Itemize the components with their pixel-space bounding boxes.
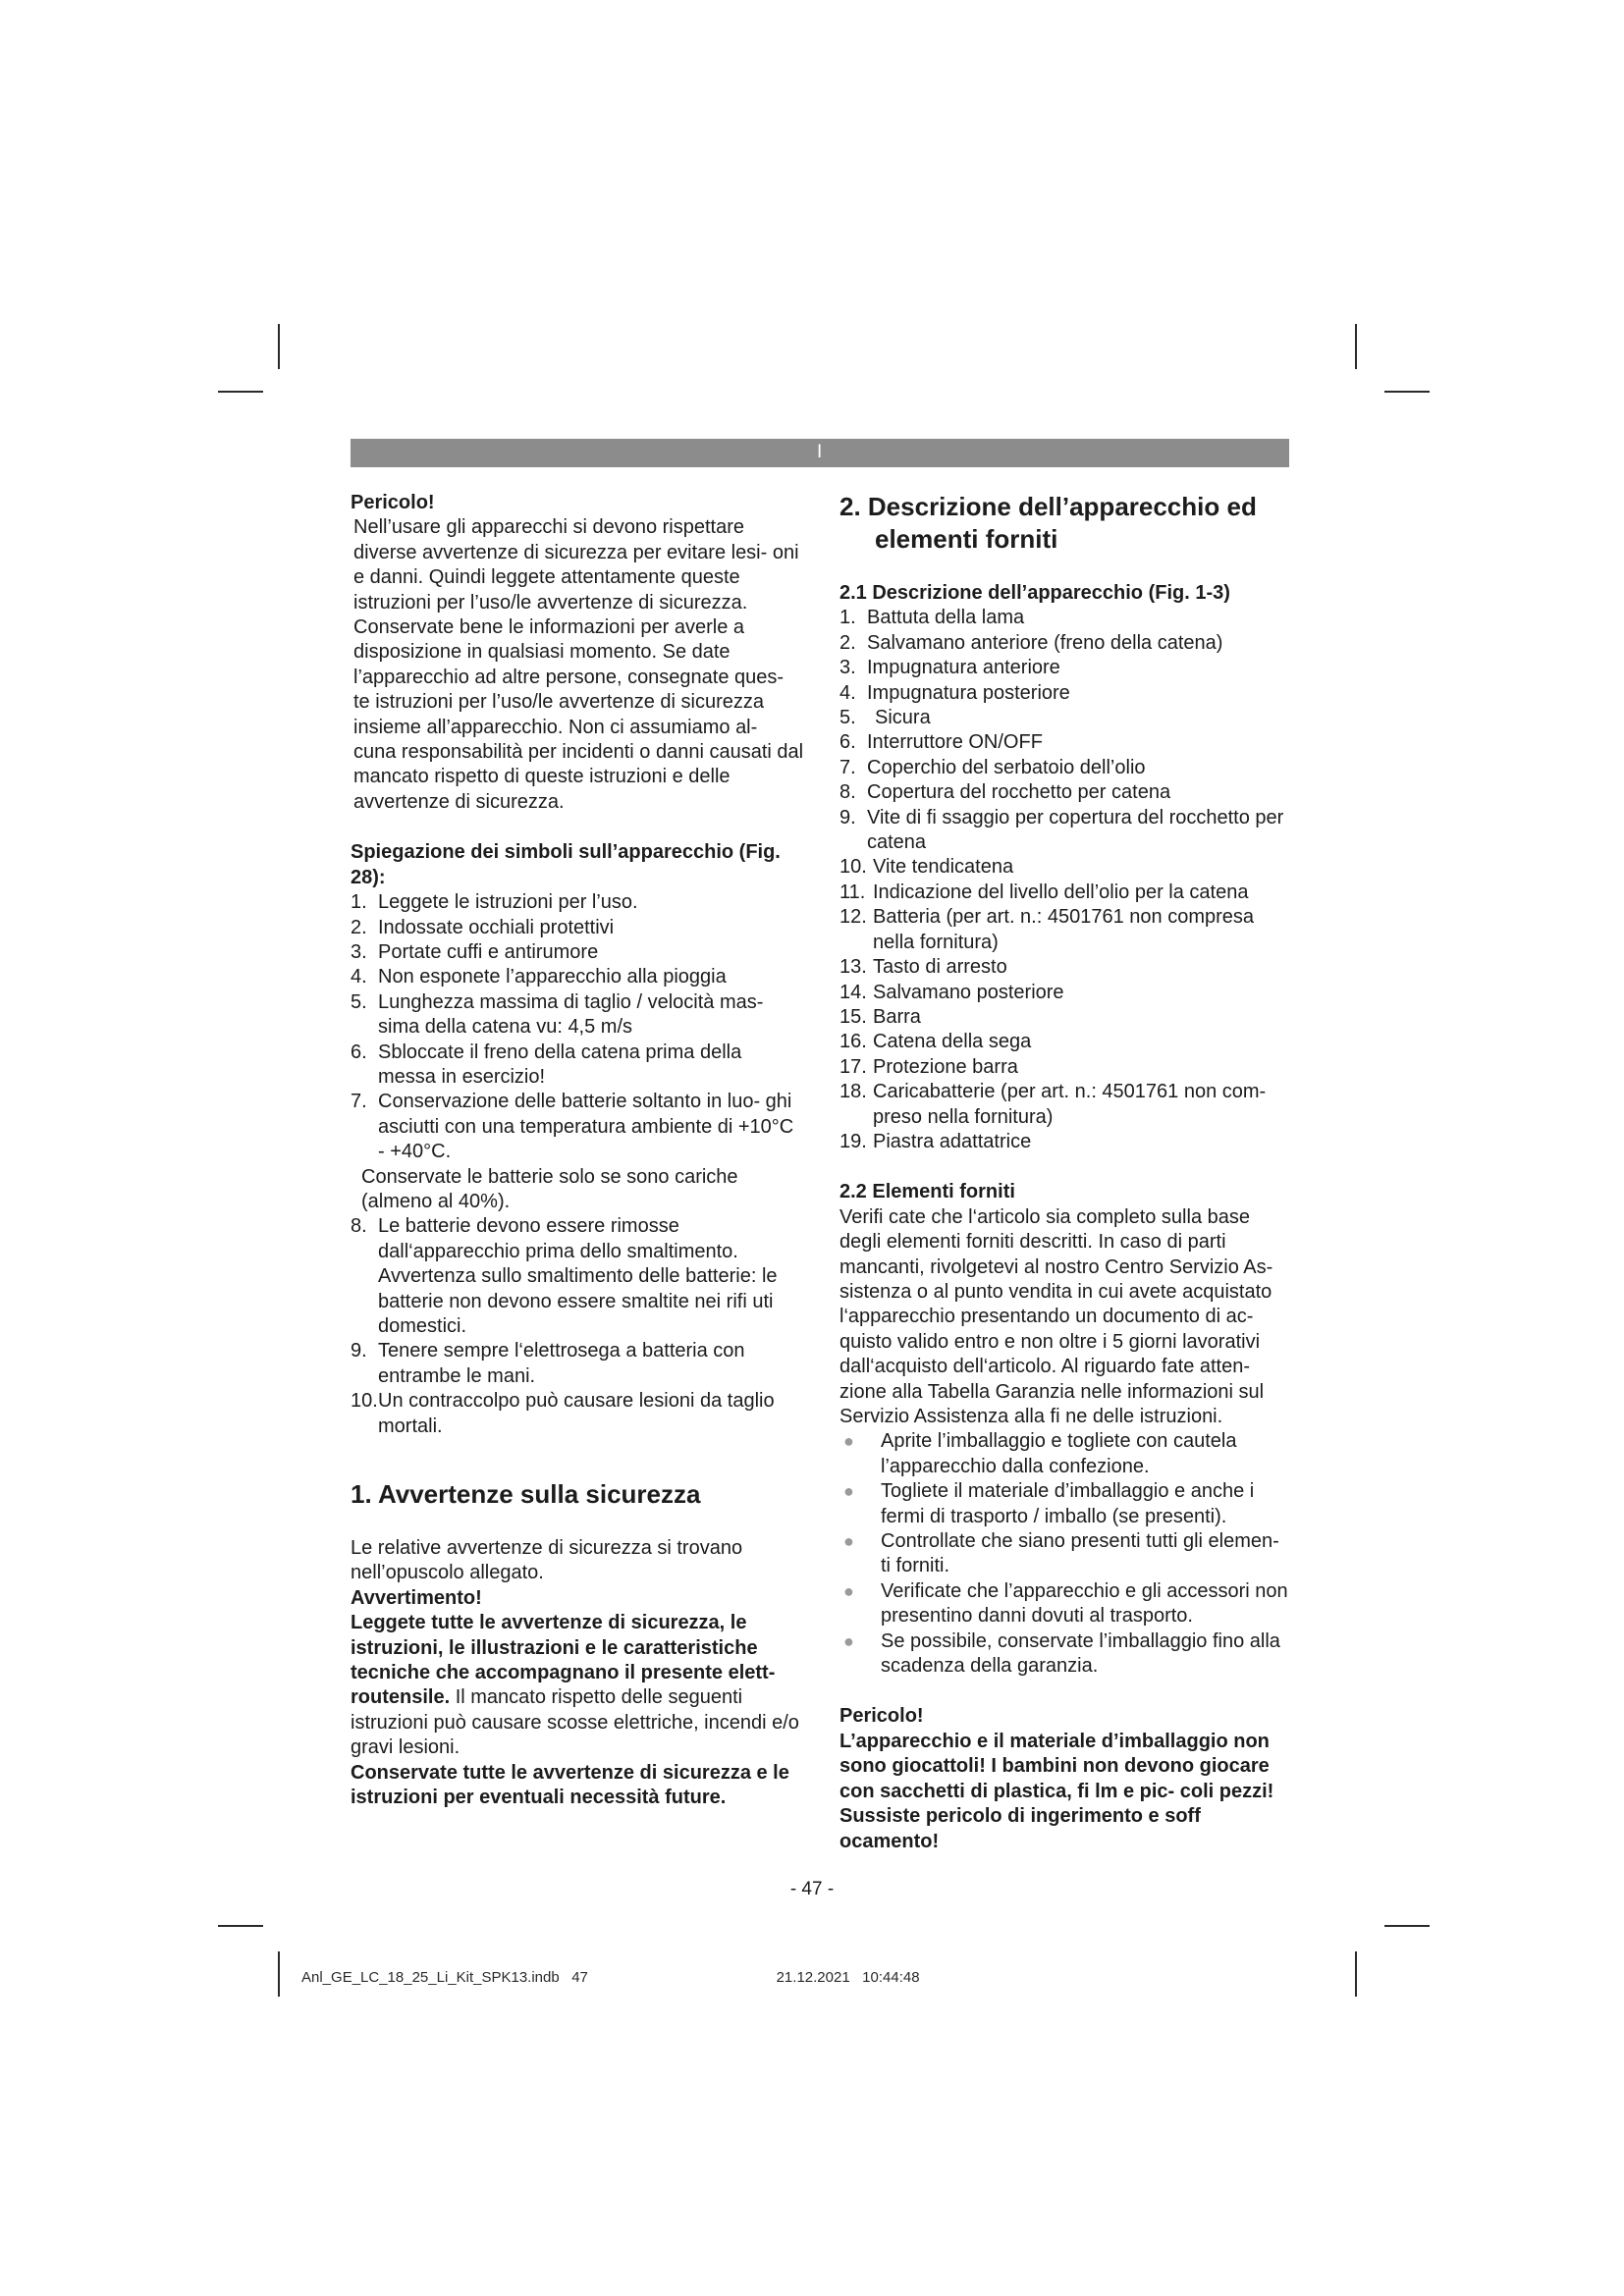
list-item: ● Se possibile, conservate l’imballaggio fino alla scadenza della garanzia. — [843, 1629, 1280, 1678]
list-item: 2. Indossate occhiali protettivi — [351, 916, 615, 938]
list-item: 15. Barra — [839, 1005, 921, 1028]
list-item: ● Verificate che l’apparecchio e gli accessori non presentino danni dovuti al trasporto. — [843, 1579, 1288, 1628]
keep-instructions-note: Conservate tutte le avvertenze di sicurezza e le istruzioni per eventuali necessità future. — [351, 1761, 789, 1809]
list-item: 14. Salvamano posteriore — [839, 981, 1064, 1003]
language-header-bar — [351, 439, 1289, 467]
list-item: 3. Portate cuffi e antirumore — [351, 940, 599, 963]
list-item: 19. Piastra adattatrice — [839, 1130, 1032, 1152]
left-column — [351, 491, 804, 1811]
warning-paragraph — [351, 1611, 804, 1760]
list-item: 4. Impugnatura posteriore — [839, 681, 1070, 704]
list-item: 1. Battuta della lama — [839, 607, 1025, 629]
parts-list — [839, 606, 1291, 855]
symbols-title: Spiegazione dei simboli sull’apparecchio (Fig. 28): — [351, 841, 781, 888]
list-item: 6. Interruttore ON/OFF — [839, 731, 1043, 754]
section-1-intro: Le relative avvertenze di sicurezza si trovano nell’opuscolo allegato. — [351, 1537, 743, 1584]
list-item: ● Aprite l’imballaggio e togliete con cautela l’apparecchio dalla confezione. — [843, 1430, 1237, 1477]
list-item: 4. Non esponete l’apparecchio alla pioggia — [351, 966, 727, 988]
list-item: 13. Tasto di arresto — [839, 956, 1007, 979]
list-item: ● Togliete il materiale d’imballaggio e anche i fermi di trasporto / imballo (se presenti). — [843, 1480, 1255, 1527]
list-item: 10. Vite tendicatena — [839, 856, 1014, 879]
crop-mark — [218, 391, 263, 393]
list-item: 8. Copertura del rocchetto per catena — [839, 781, 1171, 804]
list-item: 7. Coperchio del serbatoio dell’olio — [839, 756, 1146, 778]
danger-title: Pericolo! — [351, 492, 435, 513]
list-item: 6. Sbloccate il freno della catena prima della messa in esercizio! — [351, 1041, 742, 1088]
list-item: 5. Sicura — [839, 707, 931, 729]
danger-text: Nell’usare gli apparecchi si devono rispettare diverse avvertenze di sicurezza per evitare lesi- oni e danni. Quindi leggete attentamente queste istruzioni per l’uso/le avvertenze di sicurezza. Conservate bene le informazioni per averle a disposizione in qualsiasi momento. Se date l’apparecchio ad altre persone, consegnate ques- te istruzioni per l’uso/le avvertenze di sicurezza insieme all’apparecchio. Non ci assumiamo al- cuna responsabilità per incidenti o danni causati dal mancato rispetto di queste istruzioni e delle avvertenze di sicurezza. — [353, 516, 804, 813]
list-item: 7. Conservazione delle batterie soltanto in luo- ghi asciutti con una temperatura ambiente di +10°C - +40°C. — [351, 1091, 794, 1163]
warning-bold-text: Leggete tutte le avvertenze di sicurezza, le istruzioni, le illustrazioni e le caratteristiche tecniche che accompagnano il presente elett- routensile. — [351, 1612, 776, 1709]
print-footer: Anl_GE_LC_18_25_Li_Kit_SPK13.indb 47 21.12.2021 10:44:48 — [301, 1969, 920, 1986]
list-item: 2. Salvamano anteriore (freno della catena) — [839, 631, 1223, 654]
list-item: 8. Le batterie devono essere rimosse dall‘apparecchio prima dello smaltimento. Avvertenza sullo smaltimento delle batterie: le batterie non devono essere smaltite nei rifi uti domestici. — [351, 1215, 778, 1337]
unpacking-bullets — [839, 1429, 1291, 1679]
crop-mark — [1355, 1951, 1357, 1997]
list-item: 16. Catena della sega — [839, 1031, 1032, 1053]
crop-mark — [278, 324, 280, 369]
bullet-icon: ● — [843, 1481, 854, 1502]
list-item: 10. Un contraccolpo può causare lesioni da taglio mortali. — [351, 1390, 775, 1437]
bullet-icon: ● — [843, 1580, 854, 1601]
symbols-list — [351, 890, 804, 1164]
subsection-2-2-text: Verifi cate che l‘articolo sia completo sulla base degli elementi forniti descritti. In caso di parti mancanti, rivolgetevi al nostro Centro Servizio As- sistenza o al punto vendita in cui avete acquistato l‘apparecchio presentando un documento di ac- quisto valido entro e non oltre i 5 giorni lavorativi dall‘acquisto dell‘articolo. Al riguardo fate atten- zione alla Tabella Garanzia nelle informazioni sul Servizio Assistenza alla fi ne delle istruzioni. — [839, 1205, 1273, 1427]
symbols-list-continued — [351, 1214, 804, 1439]
list-item: 11. Indicazione del livello dell’olio per la catena — [839, 881, 1249, 903]
list-item: 3. Impugnatura anteriore — [839, 657, 1060, 679]
parts-list-continued — [839, 855, 1291, 1154]
list-item: 17. Protezione barra — [839, 1055, 1018, 1078]
list-item: ● Controllate che siano presenti tutti gli elemen- ti forniti. — [843, 1530, 1279, 1577]
bullet-icon: ● — [843, 1431, 854, 1452]
crop-mark — [1384, 1925, 1430, 1927]
crop-mark — [278, 1951, 280, 1997]
list-item: 9. Vite di fi ssaggio per copertura del rocchetto per catena — [839, 806, 1284, 854]
subsection-2-2-title: 2.2 Elementi forniti — [839, 1181, 1015, 1203]
bullet-icon: ● — [843, 1531, 854, 1552]
subsection-2-1-title: 2.1 Descrizione dell’apparecchio (Fig. 1-3) — [839, 582, 1230, 604]
symbols-note: Conservate le batterie solo se sono cariche (almeno al 40%). — [361, 1165, 738, 1212]
right-column — [839, 491, 1291, 1854]
bullet-icon: ● — [843, 1630, 854, 1651]
section-1-title: 1. Avvertenze sulla sicurezza — [351, 1479, 701, 1510]
crop-mark — [1384, 391, 1430, 393]
crop-mark — [218, 1925, 263, 1927]
warning-text: Il mancato rispetto delle seguenti istruzioni può causare scosse elettriche, incendi e/o gravi lesioni. — [351, 1686, 799, 1759]
list-item: 18. Caricabatterie (per art. n.: 4501761 non com- preso nella fornitura) — [839, 1081, 1267, 1128]
list-item: 5. Lunghezza massima di taglio / velocità mas- sima della catena vu: 4,5 m/s — [351, 990, 764, 1039]
list-item: 9. Tenere sempre l‘elettrosega a batteria con entrambe le mani. — [351, 1340, 745, 1387]
list-item: 12. Batteria (per art. n.: 4501761 non compresa nella fornitura) — [839, 906, 1255, 953]
list-item: 1. Leggete le istruzioni per l’uso. — [351, 891, 638, 914]
danger-2-text: L’apparecchio e il materiale d’imballaggio non sono giocattoli! I bambini non devono giocare con sacchetti di plastica, fi lm e pic- coli pezzi! Sussiste pericolo di ingerimento e soff ocamento! — [839, 1730, 1274, 1852]
section-2-title: 2. Descrizione dell’apparecchio ed elementi forniti — [839, 492, 1257, 554]
page-number: - 47 - — [789, 1879, 835, 1899]
warning-title: Avvertimento! — [351, 1586, 482, 1609]
language-marker: I — [817, 442, 823, 462]
danger-2-title: Pericolo! — [839, 1705, 924, 1728]
crop-mark — [1355, 324, 1357, 369]
